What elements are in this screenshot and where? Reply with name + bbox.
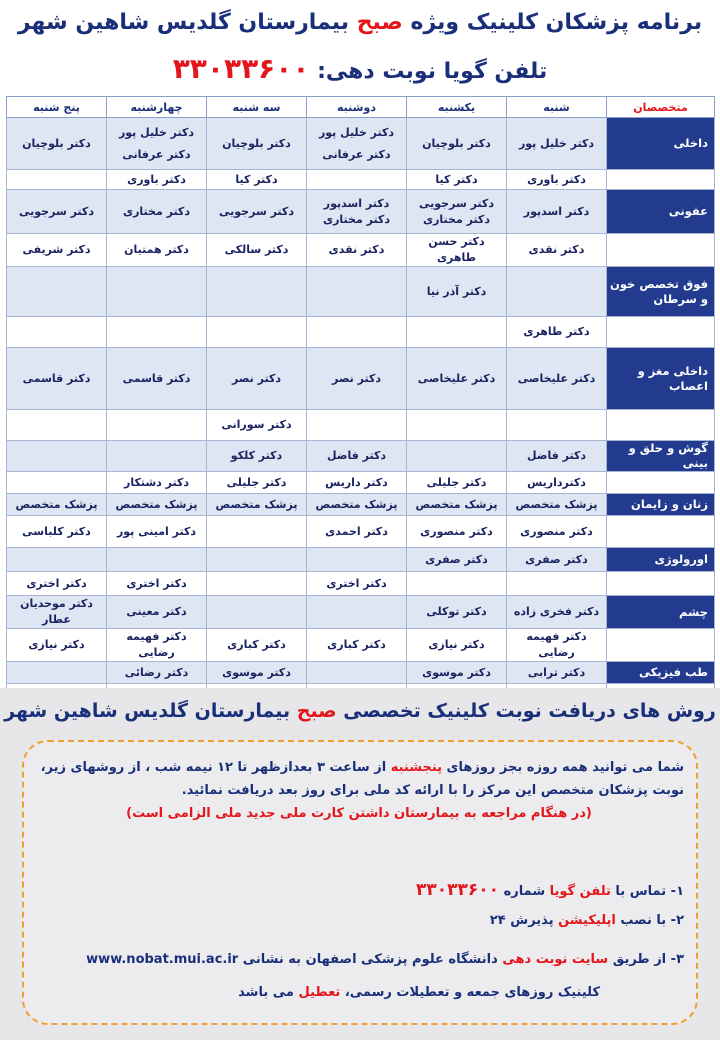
doctor-cell	[407, 267, 507, 317]
doctor-name: دکتر جلیلی	[426, 475, 487, 489]
specialty-cell: زنان و زایمان	[607, 494, 715, 516]
table-row	[7, 441, 715, 472]
doctor-cell	[307, 596, 407, 629]
method-phone-number: ۳۳۰۳۳۶۰۰	[416, 880, 500, 900]
specialty-cell: فوق تخصص خون و سرطان	[607, 267, 715, 317]
doctor-name: دکتر قاسمی	[22, 371, 91, 385]
doctor-cell	[307, 548, 407, 572]
doctor-cell	[7, 118, 107, 170]
doctor-name: دکتر سرجویی	[19, 204, 94, 218]
table-row	[7, 548, 715, 572]
doctor-name: دکتر صفری	[525, 552, 588, 566]
doctor-cell	[407, 234, 507, 267]
doctor-cell	[7, 494, 107, 516]
table-row	[7, 472, 715, 494]
doctor-name: دکتر سرجویی	[419, 196, 494, 210]
doctor-name: دکتر فاضل	[327, 449, 386, 462]
doctor-name: دکتر صفری	[425, 552, 488, 566]
doctor-cell	[407, 572, 507, 596]
method-web-highlight: سایت نوبت دهی	[502, 952, 609, 967]
method-web-desc: دانشگاه علوم پزشکی اصفهان به نشانی	[242, 952, 498, 967]
doctor-name: دکتر جلیلی	[226, 475, 287, 489]
method-app-highlight: اپلیکیشن	[558, 913, 616, 928]
doctor-cell	[407, 170, 507, 190]
specialty-cell: ارتوپدی	[607, 234, 715, 267]
table-row	[7, 494, 715, 516]
doctor-cell	[507, 317, 607, 348]
doctor-cell	[307, 572, 407, 596]
doctor-cell	[407, 441, 507, 472]
doctor-cell	[207, 118, 307, 170]
table-header-row	[7, 97, 715, 118]
table-row	[7, 317, 715, 348]
doctor-cell	[7, 190, 107, 234]
doctor-name: دکتر فاضل	[527, 449, 586, 462]
doctor-cell	[7, 441, 107, 472]
doctor-cell	[507, 629, 607, 662]
doctor-cell	[407, 596, 507, 629]
doctor-cell	[7, 267, 107, 317]
doctor-cell	[207, 494, 307, 516]
table-row	[7, 516, 715, 548]
doctor-name: دکتر داریس	[325, 475, 388, 489]
doctor-name: دکتر کیا	[435, 172, 478, 186]
doctor-name: دکتر باوری	[527, 172, 586, 186]
doctor-name: دکتر کباری	[227, 638, 286, 651]
doctor-cell	[307, 410, 407, 441]
method-app	[34, 913, 684, 928]
doctor-name: دکتر بلوچیان	[22, 136, 91, 150]
doctor-cell	[207, 572, 307, 596]
title-highlight: صبح	[356, 10, 403, 35]
phone-label: تلفن گویا نوبت دهی:	[317, 59, 548, 84]
website-link[interactable]: www.nobat.mui.ac.ir	[86, 952, 239, 967]
table-row	[7, 410, 715, 441]
phone-line	[0, 52, 720, 85]
page-title	[0, 10, 720, 35]
doctor-name: دکتر علیخاصی	[517, 371, 596, 385]
doctor-cell	[107, 267, 207, 317]
para-text-a: شما می توانید همه روزه بجز روزهای	[446, 760, 684, 775]
doctor-cell	[407, 629, 507, 662]
doctor-cell	[7, 348, 107, 410]
specialty-cell: اعصاب و روان	[607, 629, 715, 662]
doctor-cell	[507, 348, 607, 410]
closing-text-b: می باشد	[238, 985, 294, 1000]
table-row	[7, 234, 715, 267]
doctor-name: دکتر منصوری	[520, 524, 593, 538]
doctor-cell	[107, 348, 207, 410]
doctor-cell	[207, 170, 307, 190]
id-card-note: (در هنگام مراجعه به بیمارستان داشتن کارت ملی جدید ملی الزامی است)	[126, 806, 592, 821]
doctor-name: دکتر عرفانی	[122, 147, 191, 161]
phone-number: ۳۳۰۳۳۶۰۰	[172, 52, 310, 85]
doctor-name: پزشک متخصص	[515, 497, 598, 511]
closing-note	[40, 985, 600, 1000]
doctor-cell	[407, 410, 507, 441]
column-header-day: شنبه	[507, 97, 607, 118]
doctor-cell	[307, 662, 407, 684]
doctor-cell	[307, 317, 407, 348]
column-header-day: چهارشنبه	[107, 97, 207, 118]
closing-text-a: کلینیک روزهای جمعه و تعطیلات رسمی،	[344, 985, 600, 1000]
doctor-cell	[7, 629, 107, 662]
specialty-cell: داخلی	[607, 118, 715, 170]
doctor-name: دکتر فهیمه رضایی	[126, 630, 187, 659]
doctor-cell	[107, 118, 207, 170]
doctor-cell	[307, 170, 407, 190]
specialty-cell: داخلی مغز و اعصاب	[607, 348, 715, 410]
column-header-specialty: متخصصان	[607, 97, 715, 118]
doctor-cell	[407, 472, 507, 494]
doctor-name: دکتر فخری زاده	[513, 605, 600, 618]
doctor-cell	[207, 190, 307, 234]
doctor-name: دکتر کباری	[327, 638, 386, 651]
doctor-name: دکتر کلکو	[230, 449, 283, 462]
doctor-name: دکتر اختری	[326, 576, 387, 590]
doctor-name: دکتر اسدپور	[523, 204, 590, 218]
doctor-name: دکتر منصوری	[420, 524, 493, 538]
doctor-cell	[107, 170, 207, 190]
methods-title	[0, 700, 720, 722]
doctor-name: دکتر مختاری	[323, 212, 390, 226]
doctor-cell	[307, 190, 407, 234]
specialty-cell: جراح مغز و اعصاب	[607, 410, 715, 441]
doctor-cell	[7, 596, 107, 629]
methods-title-text: روش های دریافت نوبت کلینیک تخصصی	[343, 700, 716, 722]
doctor-name: دکتر سورانی	[221, 418, 292, 431]
doctor-cell	[207, 472, 307, 494]
doctor-name: دکتر ترابی	[527, 665, 586, 679]
doctor-name: دکتر کلباسی	[22, 524, 91, 538]
method-web-text: ۳- از طریق	[612, 952, 684, 967]
doctor-cell	[7, 317, 107, 348]
doctor-name: دکتر فهیمه رضایی	[526, 630, 587, 659]
method-website	[34, 952, 684, 967]
doctor-name: دکتر مختاری	[423, 212, 490, 226]
doctor-name: دکتر توکلی	[426, 605, 487, 618]
table-row	[7, 170, 715, 190]
doctor-name: دکتر نصر	[231, 371, 282, 385]
column-header-day: یکشنبه	[407, 97, 507, 118]
method-app-name: پذیرش ۲۴	[489, 913, 554, 928]
doctor-name: دکتر عرفانی	[322, 147, 391, 161]
doctor-name: دکتر قاسمی	[122, 371, 191, 385]
doctor-cell	[107, 234, 207, 267]
doctor-name: دکتر امینی پور	[116, 524, 197, 538]
doctor-cell	[207, 317, 307, 348]
doctor-cell	[7, 548, 107, 572]
doctor-cell	[307, 441, 407, 472]
doctor-name: دکتر نیازی	[28, 638, 85, 651]
doctor-name: دکتر نصر	[331, 371, 382, 385]
doctor-name: دکتر دشتکار	[123, 475, 190, 489]
doctor-name: دکتر موسوی	[222, 665, 291, 679]
doctor-cell	[307, 516, 407, 548]
doctor-cell	[207, 348, 307, 410]
specialty-cell: عفونی	[607, 190, 715, 234]
doctor-cell	[7, 662, 107, 684]
doctor-cell	[507, 441, 607, 472]
doctor-name: دکتر بلوچیان	[222, 136, 291, 150]
doctor-cell	[407, 662, 507, 684]
doctor-name: دکتر همتیان	[124, 243, 189, 256]
specialty-cell: پوست و مو	[607, 572, 715, 596]
doctor-cell	[107, 494, 207, 516]
table-row	[7, 572, 715, 596]
doctor-name: دکتر خلیل پور	[118, 125, 195, 139]
doctor-cell	[507, 472, 607, 494]
doctor-cell	[107, 596, 207, 629]
doctor-cell	[507, 548, 607, 572]
doctor-cell	[407, 190, 507, 234]
column-header-day: دوشنبه	[307, 97, 407, 118]
doctor-cell	[307, 472, 407, 494]
doctor-cell	[107, 190, 207, 234]
doctor-cell	[207, 596, 307, 629]
doctor-cell	[407, 516, 507, 548]
specialty-cell: متخصص رادیو آنکولوژی	[607, 317, 715, 348]
doctor-cell	[507, 190, 607, 234]
doctor-cell	[107, 572, 207, 596]
doctor-name: دکتر کیا	[235, 172, 278, 186]
doctor-cell	[107, 441, 207, 472]
doctor-name: پزشک متخصص	[315, 497, 398, 511]
doctor-name: دکتر آذر نیا	[426, 284, 487, 298]
doctor-name: دکتر نیازی	[428, 638, 485, 651]
specialty-cell: اورولوژی	[607, 548, 715, 572]
doctor-cell	[407, 118, 507, 170]
doctor-cell	[207, 441, 307, 472]
doctor-cell	[207, 516, 307, 548]
doctor-name: دکترداریس	[527, 475, 586, 489]
doctor-cell	[307, 348, 407, 410]
doctor-cell	[407, 494, 507, 516]
methods-title-text-end: بیمارستان گلدیس شاهین شهر	[4, 700, 291, 722]
table-row	[7, 662, 715, 684]
doctor-cell	[207, 267, 307, 317]
table-row	[7, 348, 715, 410]
doctor-cell	[307, 494, 407, 516]
header	[0, 0, 720, 95]
doctor-name: دکتر موحدیان عطار	[20, 597, 93, 626]
doctor-name: دکتر شریفی	[22, 243, 91, 256]
doctor-name: دکتر احمدی	[325, 524, 388, 538]
doctor-cell	[507, 170, 607, 190]
method-phone-highlight: تلفن گویا	[549, 884, 611, 899]
doctor-cell	[507, 494, 607, 516]
methods-title-highlight: صبح	[296, 700, 337, 722]
doctor-cell	[407, 317, 507, 348]
doctor-cell	[107, 548, 207, 572]
doctor-name: دکتر بلوچیان	[422, 136, 491, 150]
para-text-b: از ساعت ۳ بعدازظهر تا ۱۲ نیمه شب ، از روشهای زیر، نوبت پزشکان متخصص این مرکز را با ارائه کد ملی برای روز بعد دریافت نمائید.	[40, 760, 684, 798]
doctor-cell	[307, 234, 407, 267]
doctor-cell	[7, 516, 107, 548]
specialty-cell: چشم	[607, 596, 715, 629]
column-header-day: پنج شنبه	[7, 97, 107, 118]
method-phone-text: ۱- تماس با	[615, 884, 684, 899]
doctor-cell	[507, 118, 607, 170]
doctor-cell	[7, 410, 107, 441]
doctor-name: دکتر نقدی	[528, 243, 585, 256]
table-row	[7, 267, 715, 317]
doctor-cell	[7, 234, 107, 267]
doctor-name: دکتر نقدی	[328, 243, 385, 256]
doctor-name: پزشک متخصص	[15, 497, 98, 511]
title-text-end: بیمارستان گلدیس شاهین شهر	[17, 10, 350, 35]
doctor-name: دکتر حسن طاهری	[428, 235, 485, 264]
doctor-cell	[507, 662, 607, 684]
doctor-cell	[207, 662, 307, 684]
table-row	[7, 596, 715, 629]
doctor-cell	[507, 234, 607, 267]
method-app-text: ۲- با نصب	[620, 913, 684, 928]
doctor-name: دکتر سالکی	[224, 243, 289, 256]
doctor-name: دکتر خلیل پور	[318, 125, 395, 139]
doctor-cell	[507, 596, 607, 629]
doctor-cell	[107, 629, 207, 662]
specialty-cell: طب فیزیکی	[607, 662, 715, 684]
doctor-cell	[107, 662, 207, 684]
doctor-name: دکتر طاهری	[523, 325, 590, 338]
column-header-day: سه شنبه	[207, 97, 307, 118]
method-phone	[34, 880, 684, 900]
doctor-cell	[207, 410, 307, 441]
doctor-cell	[207, 234, 307, 267]
doctor-name: دکتر باوری	[127, 172, 186, 186]
closing-highlight: تعطیل	[298, 985, 341, 1000]
table-row	[7, 190, 715, 234]
doctor-cell	[7, 472, 107, 494]
doctor-cell	[107, 317, 207, 348]
doctor-cell	[207, 629, 307, 662]
doctor-name: دکتر اسدپور	[323, 196, 390, 210]
doctor-name: دکتر اختری	[126, 576, 187, 590]
doctor-name: دکتر علیخاصی	[417, 371, 496, 385]
doctor-cell	[307, 267, 407, 317]
doctor-name: دکتر موسوی	[422, 665, 491, 679]
title-text: برنامه پزشکان کلینیک ویژه	[410, 10, 703, 35]
doctor-cell	[307, 629, 407, 662]
doctor-cell	[507, 516, 607, 548]
doctor-cell	[107, 472, 207, 494]
doctor-cell	[407, 348, 507, 410]
para-highlight: پنجشنبه	[390, 760, 443, 775]
doctor-name: دکتر سرجویی	[219, 204, 294, 218]
doctor-cell	[7, 170, 107, 190]
doctor-name: دکتر خلیل پور	[518, 136, 595, 150]
method-phone-mid: شماره	[503, 884, 546, 899]
doctor-cell	[107, 410, 207, 441]
doctor-name: دکتر اختری	[26, 576, 87, 590]
doctor-name: دکتر رضائی	[124, 665, 189, 679]
doctor-cell	[507, 410, 607, 441]
doctor-cell	[207, 548, 307, 572]
specialty-cell: قلب	[607, 170, 715, 190]
methods-paragraph	[34, 756, 684, 825]
doctor-cell	[507, 267, 607, 317]
doctor-name: پزشک متخصص	[415, 497, 498, 511]
specialty-cell: جراح عمومی	[607, 516, 715, 548]
doctor-cell	[507, 572, 607, 596]
doctor-name: پزشک متخصص	[115, 497, 198, 511]
specialty-cell: گوش و حلق و بینی	[607, 441, 715, 472]
specialty-cell: اطفال	[607, 472, 715, 494]
doctor-cell	[107, 516, 207, 548]
doctor-cell	[407, 548, 507, 572]
table-row	[7, 629, 715, 662]
table-row	[7, 118, 715, 170]
doctor-cell	[7, 572, 107, 596]
doctor-name: پزشک متخصص	[215, 497, 298, 511]
doctor-name: دکتر مختاری	[123, 204, 190, 218]
doctor-cell	[307, 118, 407, 170]
schedule-table	[6, 96, 715, 706]
doctor-name: دکتر معینی	[126, 605, 187, 618]
